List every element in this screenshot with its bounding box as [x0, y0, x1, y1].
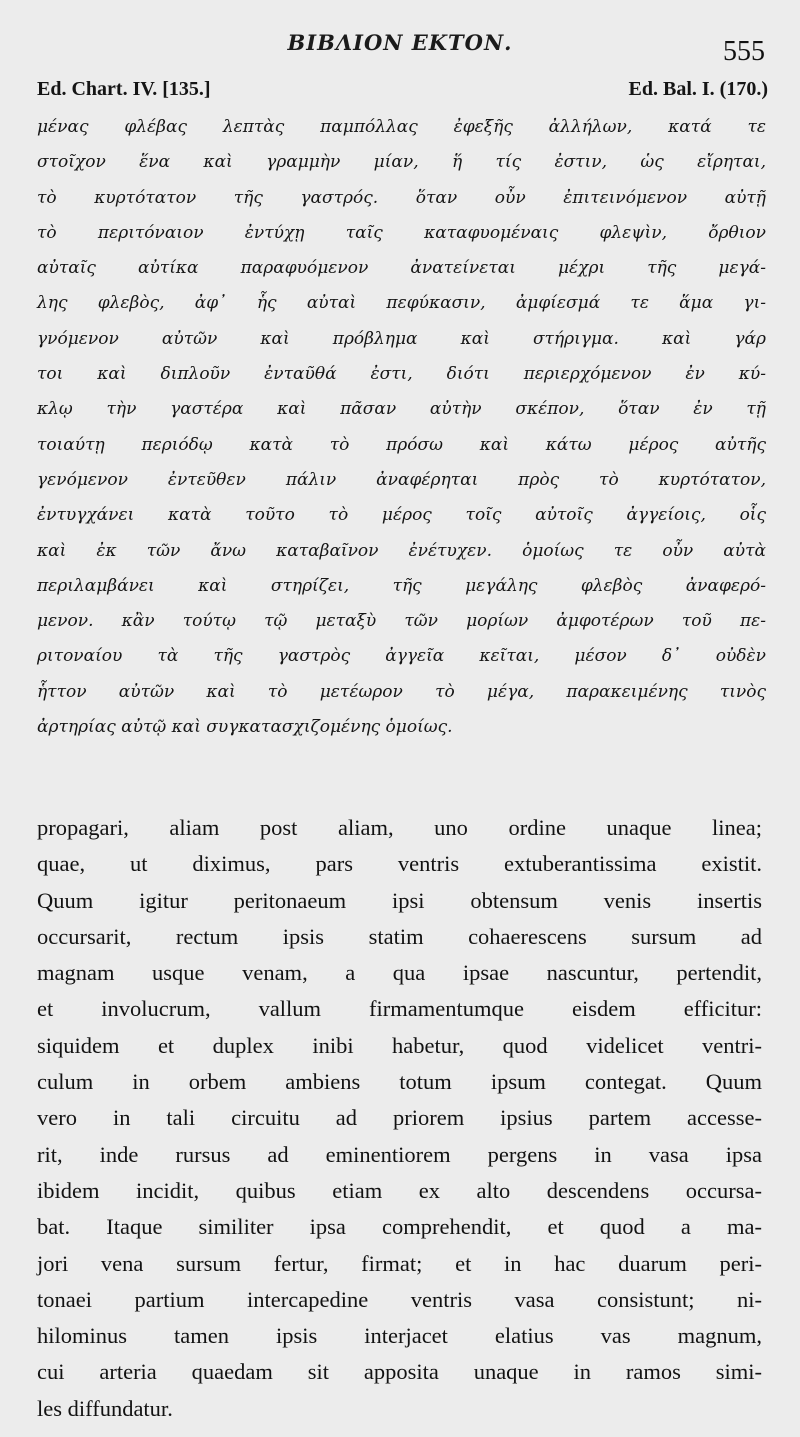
latin-line: vero in tali circuitu ad priorem ipsius partem accesse-: [37, 1105, 762, 1131]
latin-line: Quum igitur peritonaeum ipsi obtensum venis insertis: [37, 887, 762, 913]
latin-line: ibidem incidit, quibus etiam ex alto descendens occursa-: [37, 1177, 762, 1203]
greek-line: τοι καὶ διπλοῦν ἐνταῦθά ἐστι, διότι περιερχόμενον ἐν κύ-: [37, 364, 766, 385]
latin-text-block: [37, 810, 762, 1427]
greek-line: περιλαμβάνει καὶ στηρίζει, τῆς μεγάλης φλεβὸς ἀναφερό-: [37, 575, 766, 596]
latin-line: quae, ut diximus, pars ventris extuberantissima existit.: [37, 851, 762, 877]
greek-line: τὸ κυρτότατον τῆς γαστρός. ὅταν οὖν ἐπιτεινόμενον αὐτῇ: [37, 187, 766, 208]
greek-line: ἧττον αὐτῶν καὶ τὸ μετέωρον τὸ μέγα, παρακειμένης τινὸς: [37, 681, 766, 702]
greek-line: αὐταῖς αὐτίκα παραφυόμενον ἀνατείνεται μέχρι τῆς μεγά-: [37, 258, 766, 279]
greek-line: τοιαύτῃ περιόδῳ κατὰ τὸ πρόσω καὶ κάτω μέρος αὐτῆς: [37, 434, 766, 455]
greek-line: μενον. κἂν τούτῳ τῷ μεταξὺ τῶν μορίων ἀμφοτέρων τοῦ πε-: [37, 611, 766, 632]
greek-line: ἐντυγχάνει κατὰ τοῦτο τὸ μέρος τοῖς αὐτοῖς ἀγγείοις, οἷς: [37, 505, 766, 526]
latin-line: occursarit, rectum ipsis statim cohaerescens sursum ad: [37, 923, 762, 949]
latin-line: propagari, aliam post aliam, uno ordine unaque linea;: [37, 815, 762, 840]
running-title: ΒΙΒΛΙΟΝ ΕΚΤΟΝ.: [287, 30, 513, 55]
right-edition-reference: Ed. Bal. I. (170.): [628, 78, 768, 100]
latin-line: tonaei partium intercapedine ventris vasa consistunt; ni-: [37, 1286, 762, 1312]
greek-line: ἀρτηρίας αὐτῷ καὶ συγκατασχιζομένης ὁμοίως.: [37, 717, 453, 738]
greek-line: κλῳ τὴν γαστέρα καὶ πᾶσαν αὐτὴν σκέπον, ὅταν ἐν τῇ: [37, 399, 766, 420]
greek-line: ριτοναίου τὰ τῆς γαστρὸς ἀγγεῖα κεῖται, μέσον δ᾽ οὐδὲν: [37, 646, 766, 667]
latin-line: siquidem et duplex inibi habetur, quod videlicet ventri-: [37, 1032, 762, 1058]
latin-line: bat. Itaque similiter ipsa comprehendit, et quod a ma-: [37, 1214, 762, 1240]
greek-line: γενόμενον ἐντεῦθεν πάλιν ἀναφέρηται πρὸς τὸ κυρτότατον,: [37, 469, 766, 490]
latin-line: rit, inde rursus ad eminentiorem pergens in vasa ipsa: [37, 1141, 762, 1167]
greek-line: τὸ περιτόναιον ἐντύχῃ ταῖς καταφυομέναις φλεψὶν, ὄρθιον: [37, 222, 766, 243]
latin-line: cui arteria quaedam sit apposita unaque in ramos simi-: [37, 1359, 762, 1385]
greek-line: μένας φλέβας λεπτὰς παμπόλλας ἐφεξῆς ἀλλήλων, κατά τε: [37, 117, 766, 137]
latin-line: les diffundatur.: [37, 1395, 173, 1421]
greek-text-block: [37, 110, 766, 745]
greek-line: λης φλεβὸς, ἀφ᾽ ἧς αὐταὶ πεφύκασιν, ἀμφίεσμά τε ἅμα γι-: [37, 293, 766, 314]
latin-line: hilominus tamen ipsis interjacet elatius vas magnum,: [37, 1323, 762, 1349]
latin-line: et involucrum, vallum firmamentumque eisdem efficitur:: [37, 996, 762, 1022]
greek-line: καὶ ἐκ τῶν ἄνω καταβαῖνον ἐνέτυχεν. ὁμοίως τε οὖν αὐτὰ: [37, 540, 766, 561]
edition-reference-line: [37, 78, 768, 101]
left-edition-reference: Ed. Chart. IV. [135.]: [37, 78, 211, 100]
greek-line: στοῖχον ἕνα καὶ γραμμὴν μίαν, ἥ τίς ἐστιν, ὡς εἴρηται,: [37, 152, 766, 173]
latin-line: culum in orbem ambiens totum ipsum contegat. Quum: [37, 1069, 762, 1095]
latin-line: jori vena sursum fertur, firmat; et in hac duarum peri-: [37, 1250, 762, 1276]
page-number: 555: [723, 36, 765, 67]
latin-line: magnam usque venam, a qua ipsae nascuntur, pertendit,: [37, 960, 762, 986]
greek-line: γνόμενον αὐτῶν καὶ πρόβλημα καὶ στήριγμα. καὶ γάρ: [37, 328, 766, 349]
